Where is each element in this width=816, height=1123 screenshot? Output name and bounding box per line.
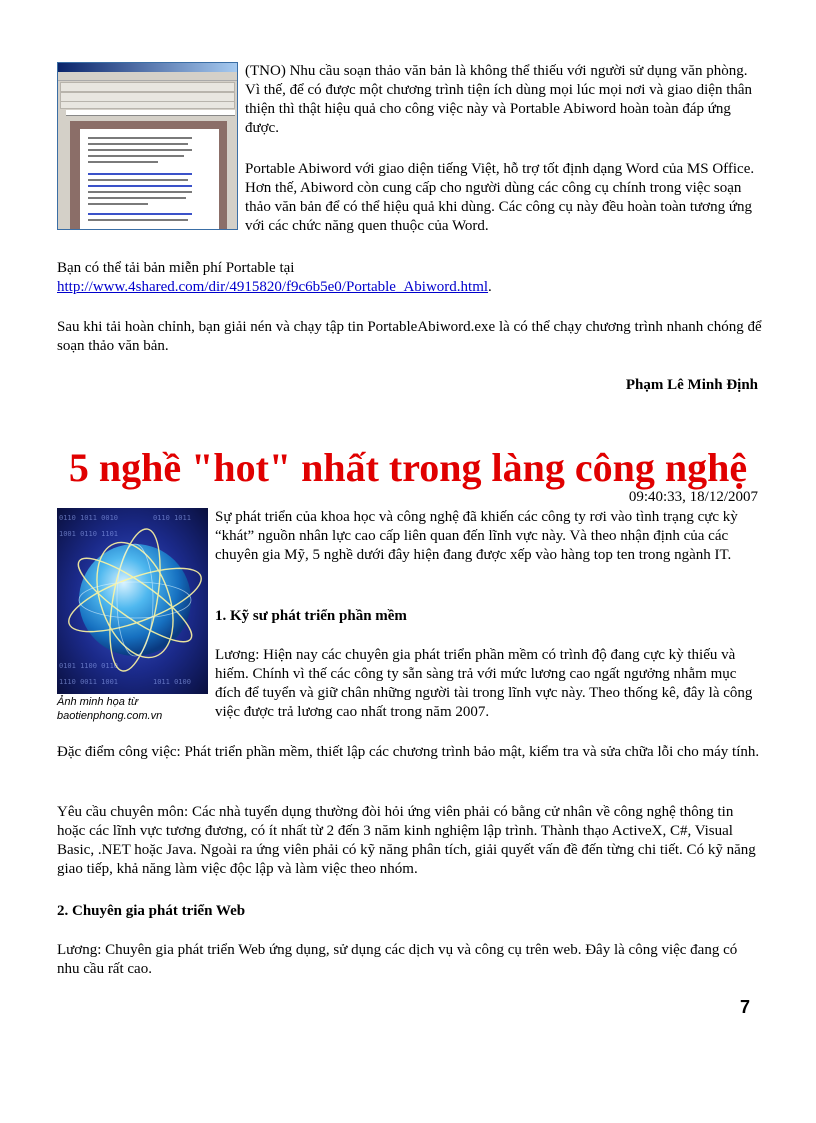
abiword-screenshot-image [57, 62, 238, 230]
image-caption-line-1: Ảnh minh họa từ [57, 696, 138, 708]
svg-text:1001 0110 1101: 1001 0110 1101 [59, 530, 119, 538]
section-2-heading: 2. Chuyên gia phát triển Web [57, 903, 246, 919]
section-1-features: Đặc điểm công việc: Phát triển phần mềm, thiết lập các chương trình bảo mật, kiểm tra và sửa chữa lỗi cho máy tính. [57, 744, 760, 760]
section-2-salary: Lương: Chuyên gia phát triển Web ứng dụng, sử dụng các dịch vụ và công cụ trên web. Đây là công việc đang có nhu cầu rất cao. [57, 942, 738, 977]
article-timestamp: 09:40:33, 18/12/2007 [628, 489, 758, 505]
section-1-requirements: Yêu cầu chuyên môn: Các nhà tuyển dụng thường đòi hỏi ứng viên phải có bằng cử nhân về công nghệ thông tin hoặc các lĩnh vực tương đương, có ít nhất từ 2 đến 3 năm kinh nghiệm lập trình. Thành thạo ActiveX, C#, Visual Basic, .NET hoặc Java. Ngoài ra ứng viên phải có kỹ năng phân tích, giải quyết vấn đề đến từng chi tiết. Có kỹ năng giao tiếp, khả năng làm việc độc lập và làm việc theo nhóm. [57, 804, 756, 877]
svg-text:1110 0011 1001: 1110 0011 1001 [59, 678, 119, 686]
globe-illustration [57, 508, 208, 694]
author-byline: Phạm Lê Minh Định [625, 377, 758, 393]
svg-text:0110 1011 0010: 0110 1011 0010 [59, 514, 119, 522]
section-1-heading: 1. Kỹ sư phát triển phần mềm [215, 608, 407, 624]
svg-text:0110 1011: 0110 1011 [153, 514, 191, 522]
section-1-salary: Lương: Hiện nay các chuyên gia phát triển phần mềm có trình độ đang cực kỳ thiếu và hiếm. Chính vì thế các công ty sẵn sàng trả với mức lương cao ngất ngưởng nhằm mục đích để tuyển và giữ chân những người tài trong lĩnh vực này. Theo thống kê, đây là công việc được trả lương cao nhất trong năm 2007. [215, 647, 753, 720]
article-lead: Sự phát triển của khoa học và công nghệ đã khiến các công ty rơi vào tình trạng cực kỳ “khát” nguồn nhân lực cao cấp liên quan đến lĩnh vực này. Và theo nhận định của các chuyên gia Mỹ, 5 nghề dưới đây hiện đang được xếp vào hàng top ten trong ngành IT. [215, 509, 738, 563]
intro-paragraph-2: Portable Abiword với giao diện tiếng Việt, hỗ trợ tốt định dạng Word của MS Office. Hơn thế, Abiword còn cung cấp cho người dùng các công cụ chính trong việc soạn thảo văn bản để có thể hiệu quả khi dùng. Các công cụ này đều hoàn toàn tương ứng với các chức năng quen thuộc của Word. [245, 161, 755, 234]
download-text: Bạn có thể tải bản miễn phí Portable tại [57, 260, 295, 276]
svg-text:0101 1100 0110: 0101 1100 0110 [59, 662, 119, 670]
article-title: 5 nghề "hot" nhất trong làng công nghệ [68, 445, 748, 490]
image-caption-line-2: baotienphong.com.vn [57, 710, 163, 722]
page-number: 7 [740, 997, 751, 1017]
intro-paragraph-1: (TNO) Nhu cầu soạn thảo văn bản là không thể thiếu với người sử dụng văn phòng. Vì thế, để có được một chương trình tiện ích dùng mọi lúc mọi nơi và giao diện thân thiện thì thật hiệu quả cho công việc này và Portable Abiword hoàn toàn đáp ứng được. [245, 63, 753, 136]
svg-text:1011 0100: 1011 0100 [153, 678, 191, 686]
download-link[interactable]: http://www.4shared.com/dir/4915820/f9c6b5e0/Portable_Abiword.html [57, 279, 489, 295]
intro-paragraph-3: Sau khi tải hoàn chỉnh, bạn giải nén và chạy tập tin PortableAbiword.exe là có thể chạy chương trình nhanh chóng để soạn thảo văn bản. [57, 319, 762, 354]
download-link-period: . [488, 279, 492, 295]
download-paragraph [57, 259, 762, 297]
